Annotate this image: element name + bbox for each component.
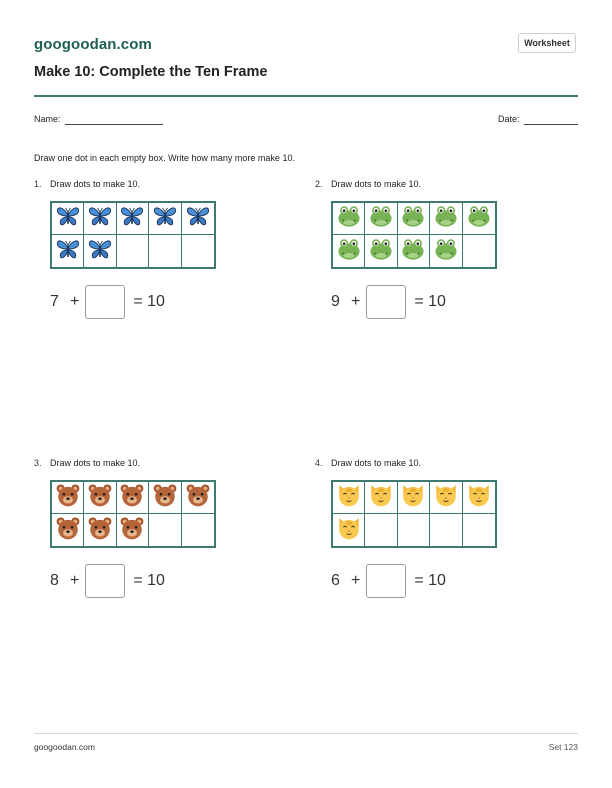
- equation: [331, 562, 446, 600]
- ten-frame: [331, 201, 497, 269]
- ten-frame-cell-filled: [398, 235, 430, 267]
- bear-icon: [87, 515, 113, 546]
- answer-input[interactable]: [85, 564, 125, 598]
- ten-frame-cell-filled: [52, 203, 84, 235]
- date-label: Date:: [498, 114, 520, 124]
- equation-equals: = 10: [414, 293, 446, 310]
- equation-start-number: 6: [331, 572, 340, 589]
- frog-icon: [433, 203, 459, 234]
- ten-frame-cell-filled: [84, 203, 116, 235]
- ten-frame-cell-filled: [52, 482, 84, 514]
- ten-frame-cell-empty[interactable]: [182, 514, 214, 546]
- ten-frame-cell-filled: [398, 482, 430, 514]
- ten-frame-cell-empty[interactable]: [365, 514, 397, 546]
- ten-frame-cell-empty[interactable]: [463, 235, 495, 267]
- ten-frame-cell-filled: [463, 203, 495, 235]
- page-title: Make 10: Complete the Ten Frame: [34, 64, 268, 80]
- footer-site[interactable]: googoodan.com: [34, 742, 95, 752]
- ten-frame-cell-filled: [398, 203, 430, 235]
- ten-frame-cell-filled: [333, 235, 365, 267]
- frog-icon: [336, 203, 362, 234]
- equation: [50, 562, 165, 600]
- frog-icon: [336, 236, 362, 267]
- ten-frame-cell-filled: [84, 235, 116, 267]
- bear-icon: [119, 515, 145, 546]
- equation-plus: +: [70, 293, 80, 310]
- footer-set-label: Set 123: [548, 742, 578, 752]
- cat-icon: [336, 515, 362, 546]
- ten-frame-cell-filled: [430, 203, 462, 235]
- equation-plus: +: [351, 293, 361, 310]
- ten-frame-cell-filled: [117, 514, 149, 546]
- date-field-line[interactable]: [524, 124, 578, 125]
- equation-start-number: 8: [50, 572, 59, 589]
- equation: [331, 283, 446, 321]
- equation-equals: = 10: [133, 293, 165, 310]
- ten-frame-cell-filled: [463, 482, 495, 514]
- equation-equals: = 10: [414, 572, 446, 589]
- ten-frame-cell-empty[interactable]: [463, 514, 495, 546]
- frog-icon: [400, 236, 426, 267]
- ten-frame-cell-filled: [117, 203, 149, 235]
- problem-number: 3.: [34, 458, 42, 468]
- frog-icon: [433, 236, 459, 267]
- instructions-text: Draw one dot in each empty box. Write how many more make 10.: [34, 153, 295, 163]
- frog-icon: [368, 203, 394, 234]
- ten-frame: [331, 480, 497, 548]
- equation-equals: = 10: [133, 572, 165, 589]
- equation: [50, 283, 165, 321]
- problem-prompt: Draw dots to make 10.: [331, 179, 422, 189]
- ten-frame-cell-filled: [365, 235, 397, 267]
- bear-icon: [55, 515, 81, 546]
- ten-frame-cell-filled: [333, 514, 365, 546]
- footer-divider: [34, 733, 578, 734]
- ten-frame-cell-filled: [149, 203, 181, 235]
- name-field-line[interactable]: [65, 124, 163, 125]
- cat-icon: [368, 482, 394, 513]
- ten-frame-cell-filled: [333, 203, 365, 235]
- equation-start-number: 7: [50, 293, 59, 310]
- ten-frame-cell-filled: [52, 235, 84, 267]
- ten-frame-cell-empty[interactable]: [182, 235, 214, 267]
- butterfly-icon: [152, 203, 178, 234]
- cat-icon: [433, 482, 459, 513]
- problem-number: 2.: [315, 179, 323, 189]
- bear-icon: [119, 482, 145, 513]
- ten-frame-cell-empty[interactable]: [149, 514, 181, 546]
- ten-frame-cell-filled: [84, 514, 116, 546]
- ten-frame-cell-filled: [149, 482, 181, 514]
- name-label: Name:: [34, 114, 61, 124]
- problem-number: 1.: [34, 179, 42, 189]
- ten-frame-cell-filled: [117, 482, 149, 514]
- ten-frame-cell-filled: [182, 482, 214, 514]
- ten-frame-cell-filled: [84, 482, 116, 514]
- ten-frame-cell-filled: [430, 235, 462, 267]
- problem-number: 4.: [315, 458, 323, 468]
- bear-icon: [152, 482, 178, 513]
- butterfly-icon: [55, 203, 81, 234]
- answer-input[interactable]: [85, 285, 125, 319]
- butterfly-icon: [119, 203, 145, 234]
- problem-4: [315, 458, 575, 598]
- ten-frame: [50, 201, 216, 269]
- butterfly-icon: [185, 203, 211, 234]
- brand-logo-text[interactable]: googoodan.com: [34, 36, 152, 53]
- ten-frame-cell-filled: [333, 482, 365, 514]
- equation-plus: +: [351, 572, 361, 589]
- problem-1: [34, 179, 294, 319]
- ten-frame-cell-empty[interactable]: [398, 514, 430, 546]
- ten-frame-cell-filled: [182, 203, 214, 235]
- ten-frame-cell-empty[interactable]: [117, 235, 149, 267]
- butterfly-icon: [87, 236, 113, 267]
- problem-prompt: Draw dots to make 10.: [331, 458, 422, 468]
- problem-2: [315, 179, 575, 319]
- cat-icon: [400, 482, 426, 513]
- butterfly-icon: [87, 203, 113, 234]
- ten-frame-cell-filled: [365, 203, 397, 235]
- problem-prompt: Draw dots to make 10.: [50, 458, 141, 468]
- ten-frame-cell-filled: [365, 482, 397, 514]
- ten-frame-cell-filled: [52, 514, 84, 546]
- cat-icon: [336, 482, 362, 513]
- equation-start-number: 9: [331, 293, 340, 310]
- ten-frame-cell-filled: [430, 482, 462, 514]
- problem-3: [34, 458, 294, 598]
- header-divider: [34, 95, 578, 97]
- answer-input[interactable]: [366, 285, 406, 319]
- bear-icon: [185, 482, 211, 513]
- butterfly-icon: [55, 236, 81, 267]
- ten-frame-cell-empty[interactable]: [430, 514, 462, 546]
- answer-input[interactable]: [366, 564, 406, 598]
- worksheet-badge: Worksheet: [518, 33, 576, 53]
- frog-icon: [400, 203, 426, 234]
- bear-icon: [55, 482, 81, 513]
- ten-frame-cell-empty[interactable]: [149, 235, 181, 267]
- bear-icon: [87, 482, 113, 513]
- frog-icon: [368, 236, 394, 267]
- problem-prompt: Draw dots to make 10.: [50, 179, 141, 189]
- frog-icon: [466, 203, 492, 234]
- equation-plus: +: [70, 572, 80, 589]
- cat-icon: [466, 482, 492, 513]
- ten-frame: [50, 480, 216, 548]
